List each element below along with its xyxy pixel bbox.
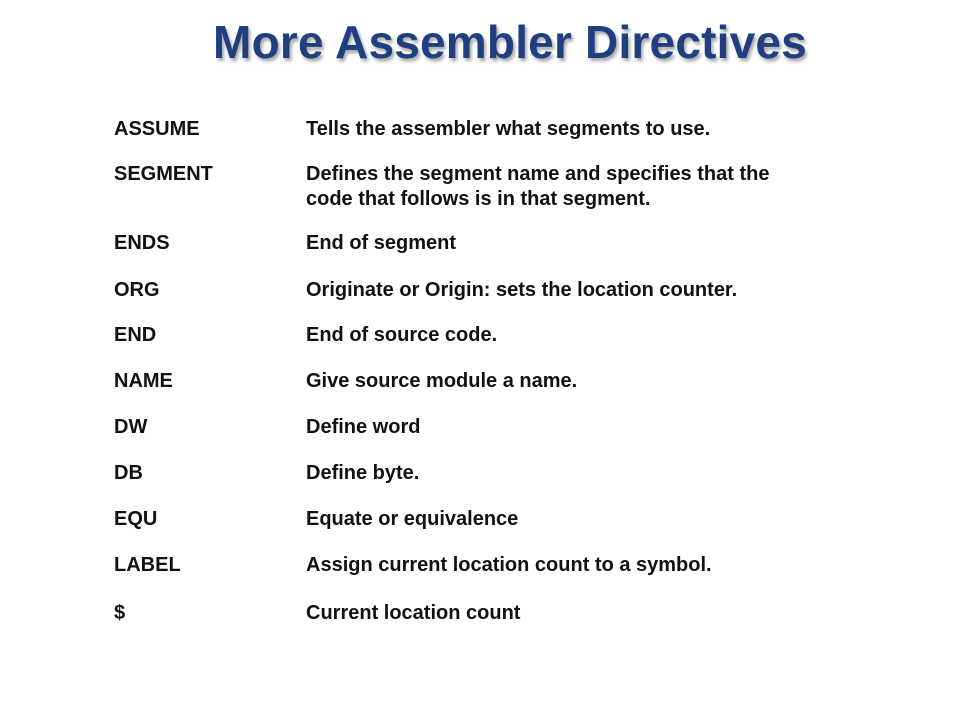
directive-term: ENDS [114, 232, 170, 254]
directive-description: Tells the assembler what segments to use. [306, 118, 711, 140]
directive-description: End of source code. [306, 324, 498, 346]
slide-title: More Assembler Directives [213, 16, 807, 68]
directive-term: ASSUME [114, 118, 200, 140]
directive-term: LABEL [114, 554, 181, 576]
directive-term: END [114, 324, 157, 346]
directive-description: Originate or Origin: sets the location counter. [306, 279, 738, 301]
directive-description: Define byte. [306, 462, 420, 484]
directive-description: Current location count [306, 602, 521, 624]
directive-term: ORG [114, 279, 160, 301]
directive-description: Give source module a name. [306, 370, 578, 392]
directive-term: EQU [114, 508, 158, 530]
directive-description: Assign current location count to a symbol. [306, 554, 712, 576]
directive-term: SEGMENT [114, 163, 213, 185]
directive-description: Define word [306, 416, 421, 438]
directive-description: Defines the segment name and specifies that the code that follows is in that segment. [306, 163, 770, 210]
directive-term: DW [114, 416, 148, 438]
directive-term: DB [114, 462, 143, 484]
directive-description: Equate or equivalence [306, 508, 519, 530]
directive-description: End of segment [306, 232, 457, 254]
directive-term: NAME [114, 370, 173, 392]
directive-term: $ [114, 602, 126, 624]
